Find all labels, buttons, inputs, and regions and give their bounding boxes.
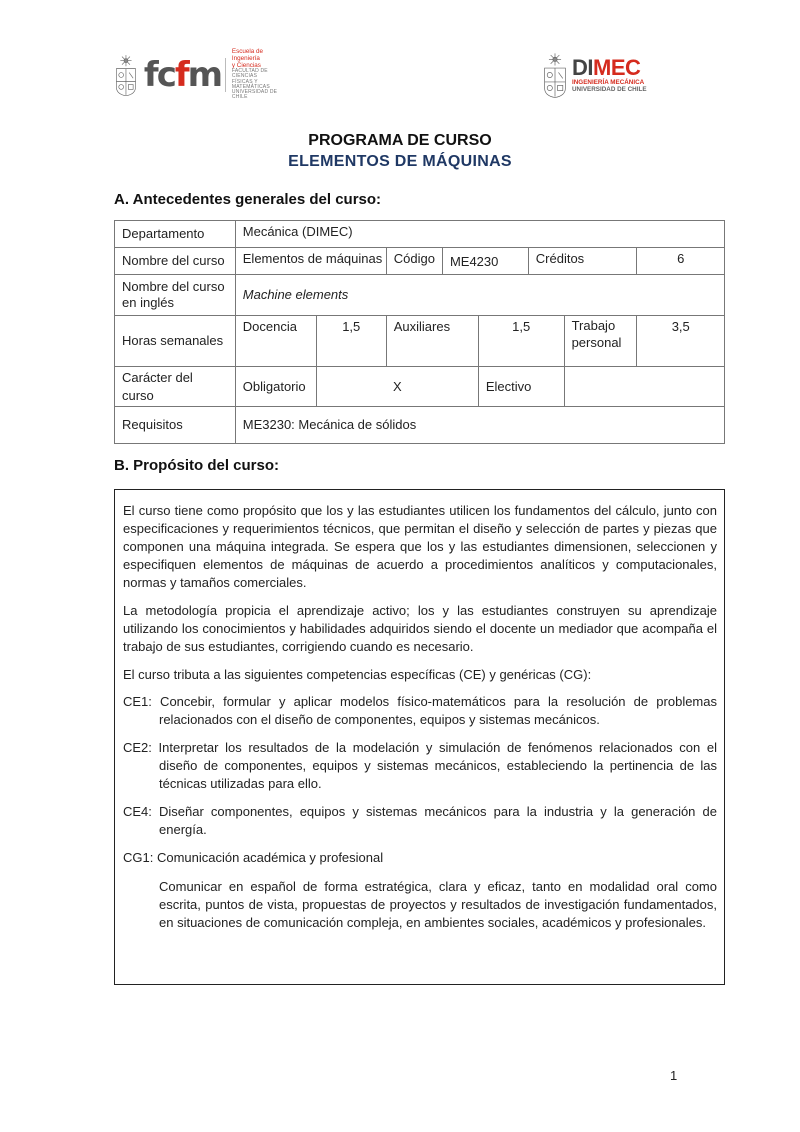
- section-a-heading: A. Antecedentes generales del curso:: [114, 191, 382, 208]
- departamento-value: Mecánica (DIMEC): [235, 221, 724, 248]
- docencia-value: 1,5: [316, 316, 386, 367]
- trabajo-personal-label: Trabajo personal: [564, 316, 637, 367]
- dimec-wordmark-part1: DI: [572, 55, 593, 81]
- trabajo-personal-value: 3,5: [637, 316, 725, 367]
- table-row-departamento: [115, 221, 725, 248]
- competency-description: Comunicar en español de forma estratégica, clara y eficaz, tanto en modalidad oral como escrita, puntos de vista, propuestas de proyectos y resultados de investigación fundamentados, en situaciones de comunicación compleja, en ambientes sociales, académicos y profesionales.: [159, 878, 717, 930]
- codigo-value: ME4230: [442, 248, 528, 275]
- competency-text: CE2: Interpretar los resultados de la modelación y simulación de fenómenos relacionados con el diseño de componentes, equipos y sistemas mecánicos, estableciendo la pertinencia de las técnicas utilizadas para ello.: [123, 740, 717, 792]
- table-row-requisitos: [115, 407, 725, 444]
- university-crest-icon: [542, 50, 568, 100]
- competency-text: CG1: Comunicación académica y profesional: [123, 850, 384, 865]
- competency-text: CE4: Diseñar componentes, equipos y sistemas mecánicos para la industria y la generación de energía.: [123, 804, 717, 838]
- table-row-caracter: [115, 367, 725, 407]
- fcfm-logo: [114, 47, 284, 103]
- dimec-logo-text: [572, 57, 647, 93]
- dimec-wordmark-part2: MEC: [593, 55, 641, 81]
- wordmark-suffix: m: [187, 55, 222, 95]
- creditos-label: Créditos: [528, 248, 637, 275]
- auxiliares-label: Auxiliares: [386, 316, 478, 367]
- dimec-logo: [542, 47, 652, 103]
- obligatorio-mark: X: [316, 367, 478, 407]
- dimec-university-name: UNIVERSIDAD DE CHILE: [572, 85, 647, 93]
- codigo-label: Código: [386, 248, 442, 275]
- electivo-label: Electivo: [478, 367, 564, 407]
- fcfm-school-line1: Escuela de Ingeniería: [231, 48, 264, 62]
- competency-text: CE1: Concebir, formular y aplicar modelos físico-matemáticos para la resolución de problemas relacionados con el diseño de componentes, equipos y sistemas mecánicos.: [123, 694, 717, 728]
- horas-label: Horas semanales: [115, 316, 236, 367]
- fcfm-logo-text: [232, 49, 284, 100]
- auxiliares-value: 1,5: [478, 316, 564, 367]
- fcfm-faculty-line2: FÍSICAS Y MATEMÁTICAS: [231, 78, 270, 90]
- electivo-mark: [564, 367, 724, 407]
- methodology-paragraph: La metodología propicia el aprendizaje activo; los y las estudiantes construyen su aprendizaje utilizando los conocimientos y habilidades adquiridos siendo el docente un mediador que acompaña el trabajo de sus estudiantes, corrigiendo cuando es necesario.: [123, 602, 717, 654]
- requisitos-label: Requisitos: [115, 407, 236, 444]
- dimec-department-name: INGENIERÍA MECÁNICA: [572, 79, 645, 87]
- university-crest-icon: [114, 48, 138, 102]
- competency-ce1: [123, 693, 717, 729]
- purpose-box: [114, 489, 725, 985]
- competencies-intro: El curso tributa a las siguientes competencias específicas (CE) y genéricas (CG):: [123, 666, 592, 682]
- requisitos-value: ME3230: Mecánica de sólidos: [235, 407, 724, 444]
- departamento-label: Departamento: [115, 221, 236, 248]
- obligatorio-label: Obligatorio: [235, 367, 316, 407]
- nombre-value: Elementos de máquinas: [235, 248, 386, 275]
- nombre-ingles-value: Machine elements: [235, 275, 724, 316]
- docencia-label: Docencia: [235, 316, 316, 367]
- caracter-label: Carácter del curso: [115, 367, 236, 407]
- fcfm-faculty-line1: FACULTAD DE CIENCIAS: [231, 68, 268, 80]
- course-info-table: [114, 220, 725, 444]
- fcfm-school-line2: y Ciencias: [231, 61, 261, 69]
- dimec-wordmark: [572, 57, 647, 79]
- logo-divider: [225, 58, 226, 92]
- competency-ce2: [123, 739, 717, 793]
- table-row-horas: [115, 316, 725, 367]
- table-row-nombre: [115, 248, 725, 275]
- section-b-heading: B. Propósito del curso:: [114, 457, 280, 474]
- fcfm-wordmark: [143, 55, 222, 95]
- creditos-value: 6: [637, 248, 725, 275]
- page-number: 1: [670, 1068, 678, 1083]
- fcfm-university-line: UNIVERSIDAD DE CHILE: [231, 89, 278, 101]
- competency-ce4: [123, 803, 717, 839]
- nombre-ingles-label: Nombre del curso en inglés: [115, 275, 236, 316]
- wordmark-red-letter: f: [174, 55, 188, 95]
- document-title: PROGRAMA DE CURSO: [308, 132, 492, 149]
- table-row-nombre-ingles: [115, 275, 725, 316]
- nombre-label: Nombre del curso: [115, 248, 236, 275]
- competency-cg1: [123, 849, 717, 932]
- purpose-paragraph: El curso tiene como propósito que los y las estudiantes utilicen los fundamentos del cálculo, junto con especificaciones y requerimientos técnicos, que permitan el diseño y selección de partes y piezas que componen una máquina integrada. Se espera que los y las estudiantes dimensionen, seleccionen y especifiquen elementos de máquinas de acuerdo a procedimientos analíticos y computacionales, normas y tamaños comerciales.: [123, 503, 717, 590]
- wordmark-prefix: fc: [143, 55, 175, 95]
- course-title: ELEMENTOS DE MÁQUINAS: [288, 153, 512, 170]
